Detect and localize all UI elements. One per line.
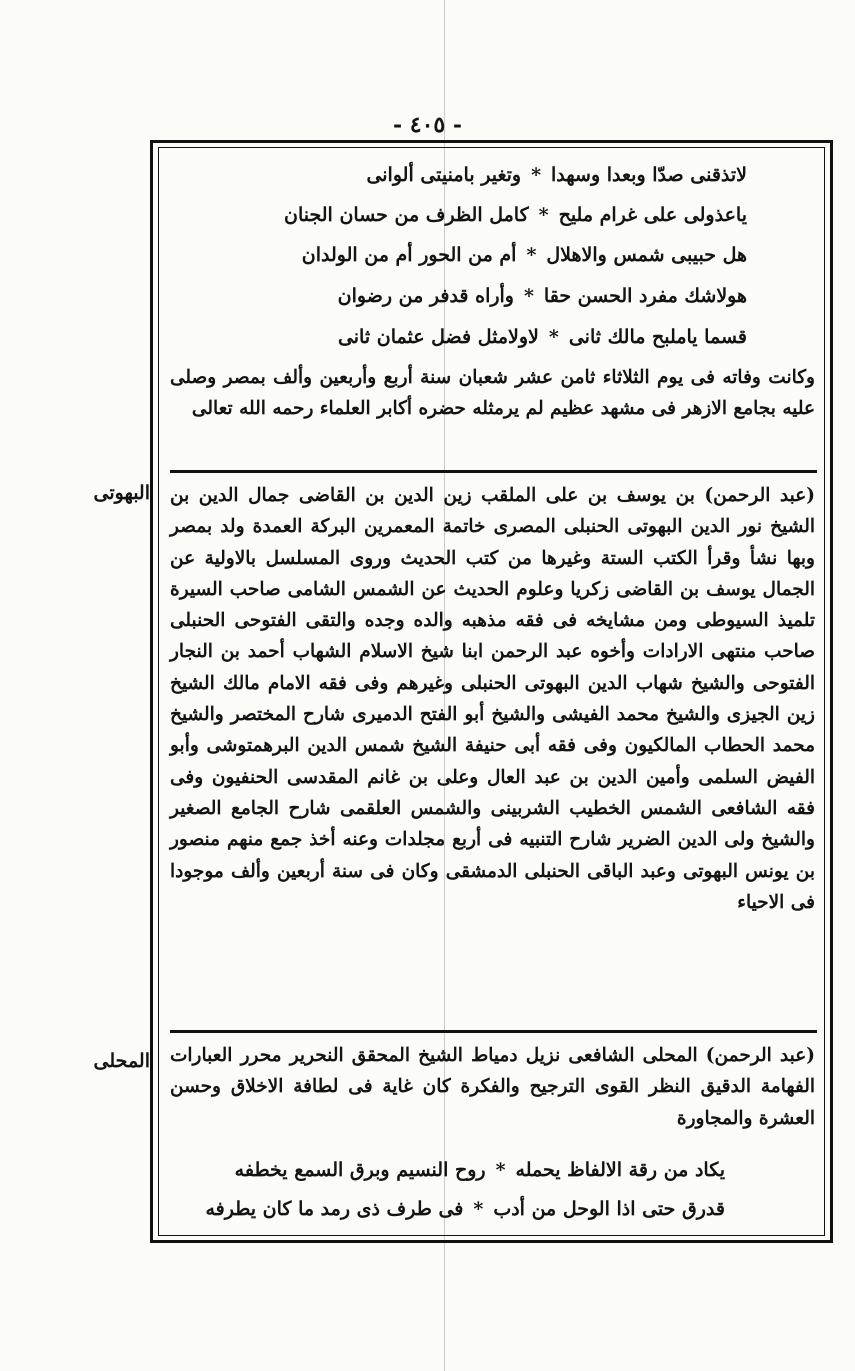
verse-line <box>338 281 747 311</box>
verse-hemistich-left: أم من الحور أم من الولدان <box>301 244 517 266</box>
verse-hemistich-left: لاولامثل فضل عثمان ثانى <box>337 326 539 348</box>
verse-hemistich-right: قسما ياملبح مالك ثانى <box>568 326 747 348</box>
verse-separator: * <box>548 326 559 348</box>
section-divider <box>170 470 817 473</box>
verse-hemistich-left: وتغير بامنيتى ألوانى <box>366 164 522 186</box>
verse-hemistich-right: يكاد من رقة الالفاظ يحمله <box>515 1159 725 1181</box>
entry-mahalli-text: (عبد الرحمن) المحلى الشافعى نزيل دمياط الشيخ المحقق النحرير محرر العبارات الفهامة الدقيق النظر القوى الترجيح والفكرة كان غاية فى لطافة الاخلاق وحسن العشرة والمجاورة <box>170 1045 815 1129</box>
section-divider <box>170 1030 817 1033</box>
verse-separator: * <box>531 164 542 186</box>
verse-line <box>302 240 747 270</box>
verse-line <box>205 1194 725 1224</box>
entry-bahuti-text: (عبد الرحمن) بن يوسف بن على الملقب زين الدين بن القاضى جمال الدين بن الشيخ نور الدين البهوتى الحنبلى المصرى خاتمة المعمرين البركة العمدة ولد بمصر وبها نشأ وقرأ الكتب الستة وغيرها من كتب الحديث وروى المسلسل بالاولية عن الجمال يوسف بن القاضى زكريا وعلوم الحديث عن الشمس الشامى صاحب السيرة تلميذ السيوطى ومن مشايخه فى فقه مذهبه والده وجده والتقى الفتوحى الحنبلى صاحب منتهى الارادات وأخوه عبد الرحمن ابنا شيخ الاسلام الشهاب أحمد بن النجار الفتوحى والشيخ شهاب الدين البهوتى الحنبلى وغيرهم وفى فقه الامام مالك الشيخ زين الجيزى والشيخ محمد الفيشى والشيخ أبو الفتح الدميرى شارح المختصر والشيخ محمد الحطاب المالكيون وفى فقه أبى حنيفة الشيخ شمس الدين البرهمتوشى وأبو الفيض السلمى وأمين الدين بن عبد العال وعلى بن غانم المقدسى الحنفيون وفى فقه الشافعى الشمس الخطيب الشربينى والشمس العلقمى شارح الجامع الصغير والشيخ ولى الدين الضرير شارح التنبيه فى أربع مجلدات وعنه أخذ جمع منهم منصور بن يونس البهوتى وعبد الباقى الحنبلى الدمشقى وكان فى سنة أربعين وألف موجودا فى الاحياء <box>170 485 815 913</box>
verse-separator: * <box>538 204 549 226</box>
verse-hemistich-left: وأراه قدفر من رضوان <box>337 285 514 307</box>
verse-separator: * <box>523 285 534 307</box>
page-number: - ٤٠٥ - <box>392 112 463 138</box>
verse-hemistich-left: كامل الظرف من حسان الجنان <box>284 204 529 226</box>
verse-line <box>366 160 747 190</box>
verse-line <box>338 322 747 352</box>
verse-separator: * <box>526 244 537 266</box>
verse-hemistich-right: قدرق حتى اذا الوحل من أدب <box>493 1198 725 1220</box>
verse-line <box>284 200 747 230</box>
margin-label-mahalli: المحلى <box>93 1050 150 1072</box>
verse-hemistich-left: روح النسيم وبرق السمع يخطفه <box>234 1159 486 1181</box>
verse-line <box>235 1155 725 1185</box>
margin-label-bahuti: البهوتى <box>93 482 150 504</box>
paragraph-death: وكانت وفاته فى يوم الثلاثاء ثامن عشر شعبان سنة أربع وأربعين وألف بمصر وصلى عليه بجامع الازهر فى مشهد عظيم لم يرمثله حضره أكابر العلماء رحمه الله تعالى <box>170 367 815 420</box>
verse-separator: * <box>495 1159 506 1181</box>
verse-hemistich-right: هل حبيبى شمس والاهلال <box>546 244 747 266</box>
verse-hemistich-left: فى طرف ذى رمد ما كان يطرفه <box>205 1198 464 1220</box>
verse-separator: * <box>473 1198 484 1220</box>
verse-hemistich-right: لاتذقنى صدّا وبعدا وسهدا <box>551 164 747 186</box>
verse-hemistich-right: ياعذولى على غرام مليح <box>558 204 747 226</box>
verse-hemistich-right: هولاشك مفرد الحسن حقا <box>543 285 747 307</box>
